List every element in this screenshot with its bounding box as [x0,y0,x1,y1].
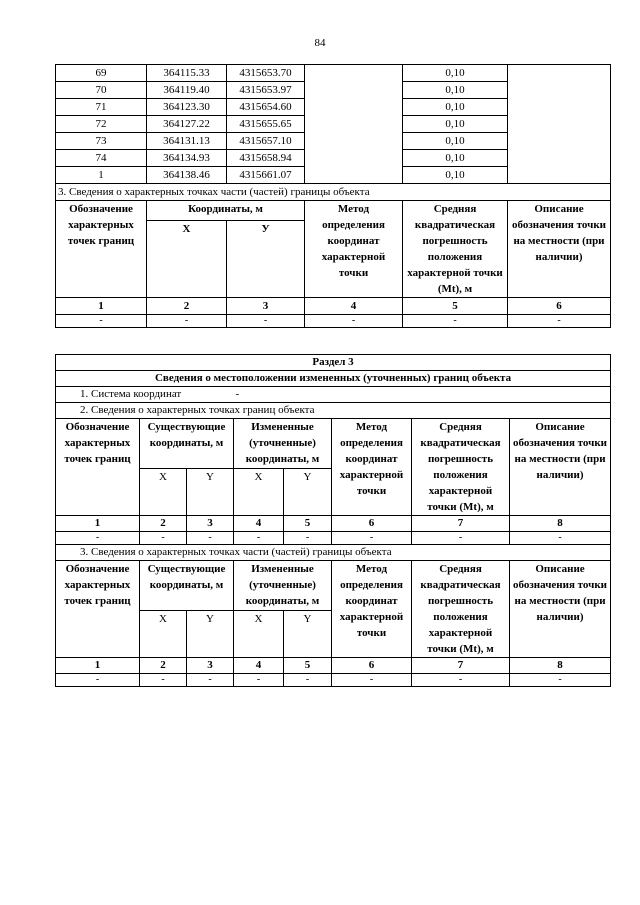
part-title-row [56,184,611,201]
header-y-existing: Y [187,611,234,658]
coord-x: 364119.40 [147,82,227,99]
coord-y: 4315657.10 [227,133,305,150]
empty-value: - [187,532,234,545]
part-title: 3. Сведения о характерных точках части (частей) границы объекта [56,184,611,201]
empty-value: - [508,315,611,328]
column-number: 8 [510,516,611,532]
header-y-changed: Y [284,611,332,658]
section-title: Раздел 3 [56,355,611,371]
header-changed: Измененные (уточненные) координаты, м [234,419,332,469]
part-title: 3. Сведения о характерных точках части (частей) границы объекта [56,545,611,561]
empty-value: - [332,532,412,545]
coord-x: 364123.30 [147,99,227,116]
empty-value: - [140,674,187,687]
coord-y: 4315653.97 [227,82,305,99]
header-method: Метод определения координат характерной точки [332,561,412,658]
dash-row [56,674,611,687]
header-error: Средняя квадратическая погрешность положения характерной точки (Mt), м [412,561,510,658]
point-number: 70 [56,82,147,99]
column-number: 7 [412,658,510,674]
error-value: 0,10 [403,82,508,99]
header-coords: Координаты, м [147,201,305,221]
header-method: Метод определения координат характерной точки [305,201,403,298]
empty-value: - [187,674,234,687]
column-number: 1 [56,298,147,315]
column-number: 2 [140,658,187,674]
empty-value: - [284,532,332,545]
method-cell [305,82,403,99]
description-cell [508,133,611,150]
empty-value: - [56,532,140,545]
coord-y: 4315655.65 [227,116,305,133]
dash-row [56,315,611,328]
description-cell [508,167,611,184]
section3-table [55,354,611,687]
header-changed: Измененные (уточненные) координаты, м [234,561,332,611]
error-value: 0,10 [403,133,508,150]
header-y-existing: Y [187,469,234,516]
empty-value: - [56,315,147,328]
table-row [56,116,611,133]
page-number: 84 [314,37,326,49]
method-cell [305,133,403,150]
empty-value: - [56,674,140,687]
table-row [56,133,611,150]
table-row [56,150,611,167]
column-number: 5 [403,298,508,315]
header-existing: Существующие координаты, м [140,561,234,611]
coord-y: 4315654.60 [227,99,305,116]
description-cell [508,65,611,82]
method-cell [305,116,403,133]
error-value: 0,10 [403,116,508,133]
empty-value: - [510,532,611,545]
coord-x: 364134.93 [147,150,227,167]
coord-y: 4315661.07 [227,167,305,184]
column-number: 5 [284,516,332,532]
column-number: 8 [510,658,611,674]
column-number: 7 [412,516,510,532]
header-designation: Обозначение характерных точек границ [56,561,140,658]
header-designation: Обозначение характерных точек границ [56,419,140,516]
column-number: 6 [508,298,611,315]
coord-x: 364131.13 [147,133,227,150]
number-row [56,516,611,532]
error-value: 0,10 [403,150,508,167]
number-row [56,298,611,315]
point-number: 74 [56,150,147,167]
number-row [56,658,611,674]
column-number: 2 [147,298,227,315]
method-cell [305,167,403,184]
column-number: 5 [284,658,332,674]
empty-value: - [403,315,508,328]
header-row [56,201,611,221]
error-value: 0,10 [403,167,508,184]
column-number: 4 [234,658,284,674]
coordinates-table-continued [55,64,611,328]
column-number: 3 [187,516,234,532]
column-number: 4 [305,298,403,315]
header-x-existing: X [140,469,187,516]
description-cell [508,82,611,99]
empty-value: - [305,315,403,328]
section-subtitle: Сведения о местоположении измененных (уточненных) границ объекта [56,371,611,387]
empty-value: - [234,532,284,545]
table-row [56,99,611,116]
point-number: 72 [56,116,147,133]
header-description: Описание обозначения точки на местности (при наличии) [510,561,611,658]
header-method: Метод определения координат характерной точки [332,419,412,516]
coord-system-label: 1. Система координат [56,387,234,403]
header-description: Описание обозначения точки на местности (при наличии) [510,419,611,516]
header-x-changed: X [234,611,284,658]
method-cell [305,99,403,116]
empty-value: - [140,532,187,545]
empty-value: - [412,674,510,687]
header-existing: Существующие координаты, м [140,419,234,469]
dash-row [56,532,611,545]
empty-value: - [234,674,284,687]
header-x-changed: X [234,469,284,516]
empty-value: - [510,674,611,687]
column-number: 6 [332,516,412,532]
header-x: X [147,221,227,298]
coord-y: 4315653.70 [227,65,305,82]
header-designation: Обозначение характерных точек границ [56,201,147,298]
header-error: Средняя квадратическая погрешность положения характерной точки (Mt), м [412,419,510,516]
points-title: 2. Сведения о характерных точках границ объекта [56,403,611,419]
empty-value: - [147,315,227,328]
column-number: 2 [140,516,187,532]
point-number: 1 [56,167,147,184]
method-cell [305,150,403,167]
column-number: 1 [56,516,140,532]
description-cell [508,150,611,167]
header-x-existing: X [140,611,187,658]
coord-x: 364138.46 [147,167,227,184]
header-description: Описание обозначения точки на местности (при наличии) [508,201,611,298]
method-cell [305,65,403,82]
coord-x: 364115.33 [147,65,227,82]
description-cell [508,116,611,133]
point-number: 71 [56,99,147,116]
header-y: У [227,221,305,298]
coord-system-value: - [234,387,611,403]
description-cell [508,99,611,116]
empty-value: - [332,674,412,687]
column-number: 3 [187,658,234,674]
header-y-changed: Y [284,469,332,516]
column-number: 3 [227,298,305,315]
table-row [56,65,611,82]
table-row [56,167,611,184]
coord-y: 4315658.94 [227,150,305,167]
empty-value: - [412,532,510,545]
column-number: 1 [56,658,140,674]
coord-x: 364127.22 [147,116,227,133]
error-value: 0,10 [403,65,508,82]
table-row [56,82,611,99]
empty-value: - [284,674,332,687]
empty-value: - [227,315,305,328]
error-value: 0,10 [403,99,508,116]
column-number: 4 [234,516,284,532]
column-number: 6 [332,658,412,674]
header-error: Средняя квадратическая погрешность положения характерной точки (Mt), м [403,201,508,298]
point-number: 69 [56,65,147,82]
point-number: 73 [56,133,147,150]
